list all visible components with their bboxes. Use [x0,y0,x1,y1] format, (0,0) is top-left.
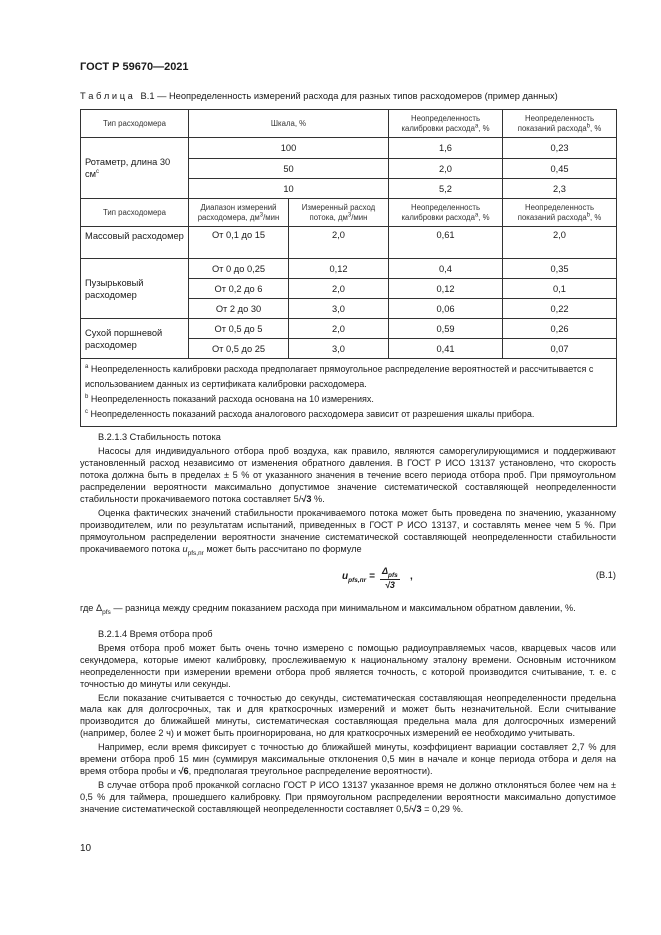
cell-read: 2,0 [503,227,617,259]
cell-read: 0,23 [503,138,617,159]
cell-read: 2,3 [503,179,617,199]
cell-read: 0,45 [503,159,617,179]
header-scale: Шкала, % [189,110,389,138]
cell-calib: 0,61 [389,227,503,259]
section-title: В.2.1.4 Время отбора проб [98,629,213,639]
bubble-name: Пузырьковый расходомер [81,259,189,319]
table-row [81,227,617,259]
cell-calib: 0,59 [389,319,503,339]
paragraph: Насосы для индивидуального отбора проб воздуха, как правило, являются саморегулирующимися и поддерживают установленный расход независимо от изменения обратного давления. В ГОСТ Р ИСО 13137 установлено, что скорость потока должна быть в пределах ± 5 % от указанного значения в течение всего периода отбора проб. При прямоугольном распределении вероятности максимально допустимое значение систематической составляющей неопределенности стабильности прокачиваемого потока составляет 5/√3 %. [80,445,616,504]
cell-calib: 5,2 [389,179,503,199]
cell-read: 0,1 [503,279,617,299]
cell-flow: 2,0 [289,319,389,339]
table-row [81,319,617,339]
cell-calib: 0,12 [389,279,503,299]
cell-calib: 0,06 [389,299,503,319]
piston-name: Сухой поршневой расходомер [81,319,189,359]
cell-calib: 0,41 [389,339,503,359]
cell-flow: 3,0 [289,299,389,319]
table-header-row [81,110,617,138]
section-title: В.2.1.3 Стабильность потока [98,432,221,442]
cell-range: От 0,2 до 6 [189,279,289,299]
table-row [81,138,617,159]
section-sampling-time [80,629,616,816]
footnotes-row [81,359,617,427]
paragraph: Время отбора проб может быть очень точно измерено с помощью радиоуправляемых часов, кварцевых часов или секундомера, которые имеют калибровку, прослеживаемую к национальному эталону времени. Основным источником неопределенности при измерении времени отбора проб является точность, с которой производится считывание, т. е. с точностью до минуты или секунды. [80,642,616,689]
paragraph: Если показание считывается с точностью до секунды, систематическая составляющая неопределенности предельна мала как для долгосрочных, так и для краткосрочных измерений и может быть незначительной. Если считывание производится до ближайшей минуты, систематическая составляющая предельна мала для долгосрочных измерений (например, более 2 ч) и может быть проигнорирована, но для краткосрочных измерений ее необходимо учитывать. [80,692,616,739]
formula-denominator: √3 [384,579,395,590]
cell-range: От 0,5 до 5 [189,319,289,339]
header-measured: Измеренный расход потока, $дм^3$/мин [289,199,389,227]
footnote-c: $^c$ Неопределенность показаний расхода аналогового расходомера зависит от разрешения шкалы прибора. [85,409,535,419]
header-read: Неопределенность показаний расхода$^b$, % [503,199,617,227]
cell-read: 0,35 [503,259,617,279]
cell-read: 0,26 [503,319,617,339]
formula-b1 [80,566,616,592]
cell-flow: 2,0 [289,279,389,299]
paragraph: где $\Delta_{pfs}$ — разница между средним показанием расхода при минимальном и максимальном обратном давлении, %. [80,603,576,616]
section-flow-stability [80,432,616,560]
cell-range: От 0 до 0,25 [189,259,289,279]
paragraph: Оценка фактических значений стабильности прокачиваемого потока может быть проведена по значению, указанному производителем, или по результатам испытаний, приведенных в ГОСТ Р ИСО 13137, и составлять менее чем 5 %. При прямоугольном распределении вероятности значение систематической составляющей неопределенности стабильности прокачиваемого потока $u_{pfs,пr}$ может быть рассчитано по формуле [80,508,616,557]
table-subheader-row [81,199,617,227]
formula-number: (В.1) [595,570,616,580]
formula-comma: , [410,571,413,582]
cell-range: От 0,5 до 25 [189,339,289,359]
cell-range: От 2 до 30 [189,299,289,319]
page-number: 10 [80,843,92,854]
header-calib: Неопределенность калибровки расхода$^a$, % [389,199,503,227]
cell-scale: 100 [189,138,389,159]
cell-flow: 0,12 [289,259,389,279]
header-calib: Неопределенность калибровки расхода$^a$, % [389,110,503,138]
cell-range: От 0,1 до 15 [189,227,289,259]
cell-read: 0,07 [503,339,617,359]
paragraph: Например, если время фиксирует с точностью до ближайшей минуты, коэффициент вариации составляет 2,7 % для времени отбора проб 15 мин (суммируя максимальные отклонения 0,5 мин в начале и конце периода отбора и деля на время отбора пробы и √6, предполагая треугольное распределение вероятности). [80,742,616,776]
paragraph: В случае отбора проб прокачкой согласно ГОСТ Р ИСО 13137 указанное время не должно отклоняться более чем на ± 0,5 % для таймера, прошедшего калибровку. При прямоугольном распределении вероятности максимально допустимое значение систематической составляющей неопределенности составляет 0,5/√3 = 0,29 %. [80,779,616,814]
cell-scale: 50 [189,159,389,179]
formula-fraction [380,566,400,590]
footnote-a: $^a$ Неопределенность калибровки расхода предполагает прямоугольное распределение вероятностей и рассчитывается с использованием данных из сертификата калибровки расходомера. [85,364,594,389]
cell-flow: 2,0 [289,227,389,259]
table-row [81,259,617,279]
header-type: Тип расходомера [81,110,189,138]
cell-read: 0,22 [503,299,617,319]
table-footnotes [81,359,617,427]
cell-calib: 0,4 [389,259,503,279]
footnote-b: $^b$ Неопределенность показаний расхода основана на 10 измерениях. [85,394,374,404]
header-type: Тип расходомера [81,199,189,227]
rotameter-name: Ротаметр, длина 30 $см^c$ [81,138,189,199]
flowmeter-table [80,109,617,427]
cell-calib: 1,6 [389,138,503,159]
formula-numerator: $\Delta_{pfs}$ [382,566,398,579]
table-caption: Т а б л и ц а В.1 — Неопределенность измерений расхода для разных типов расходомеров (пример данных) [80,91,558,101]
header-range: Диапазон измерений расходомера, $дм^3$/мин [189,199,289,227]
cell-flow: 3,0 [289,339,389,359]
formula-lhs: $u_{pfs,пr}$ = [342,571,375,584]
document-header: ГОСТ Р 59670—2021 [80,61,189,73]
header-read: Неопределенность показаний расхода$^b$, % [503,110,617,138]
where-clause [80,603,616,619]
mass-name: Массовый расходомер [81,227,189,259]
cell-calib: 2,0 [389,159,503,179]
cell-scale: 10 [189,179,389,199]
